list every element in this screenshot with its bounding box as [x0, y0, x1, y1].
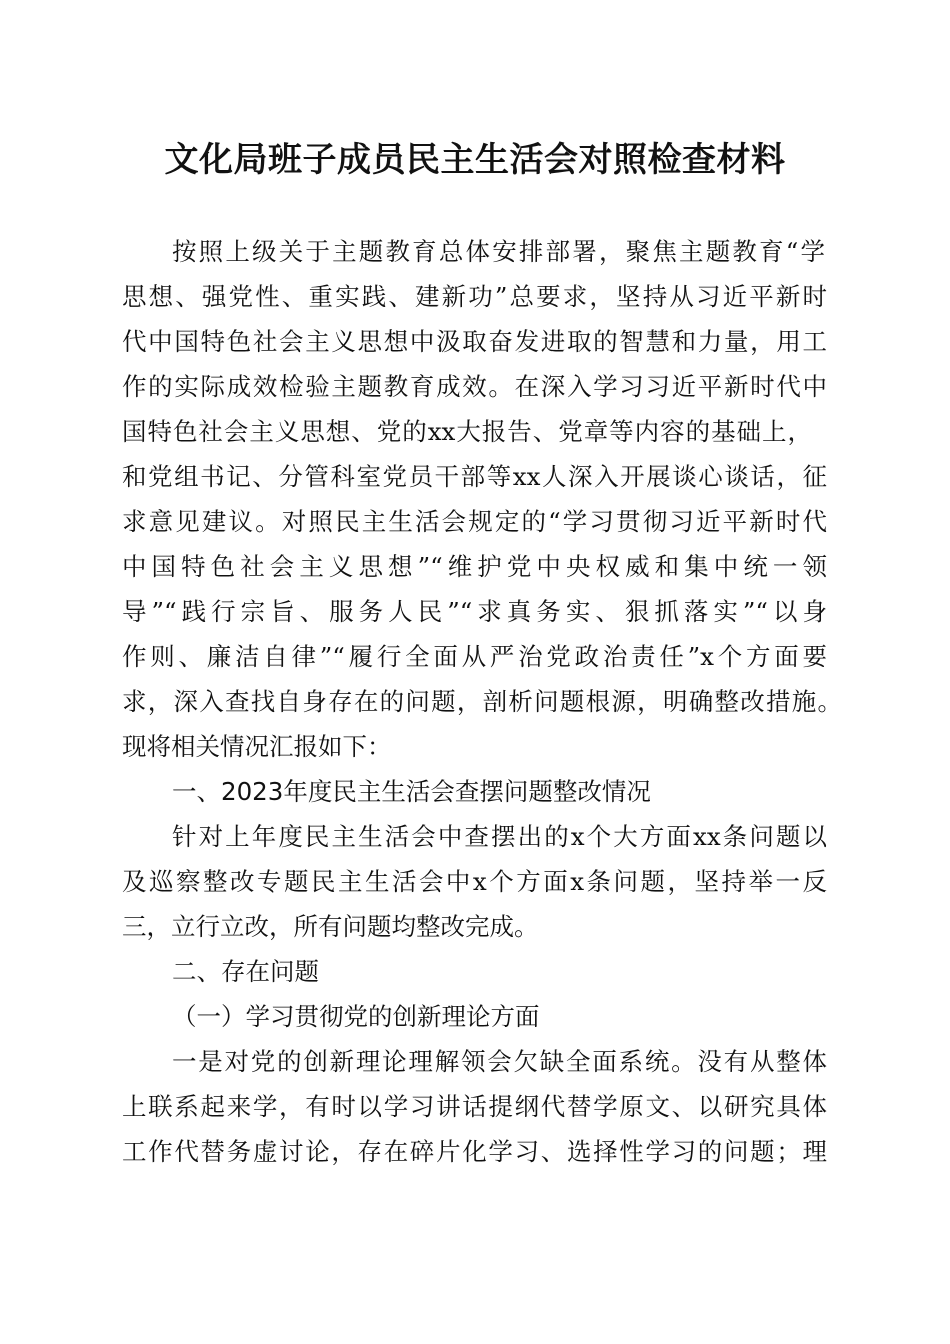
intro-line: 和党组书记、分管科室党员干部等xx人深入开展谈心谈话，征	[122, 462, 827, 491]
intro-line: 思想、强党性、重实践、建新功”总要求，坚持从习近平新时	[122, 282, 827, 311]
intro-line: 导”“践行宗旨、服务人民”“求真务实、狠抓落实”“以身	[122, 597, 827, 626]
section-1-line: 及巡察整改专题民主生活会中x个方面x条问题，坚持举一反	[122, 867, 827, 896]
section-2-heading: 二、存在问题	[172, 957, 319, 986]
section-1-heading: 一、2023年度民主生活会查摆问题整改情况	[172, 777, 651, 806]
intro-line: 代中国特色社会主义思想中汲取奋发进取的智慧和力量，用工	[122, 327, 827, 356]
intro-line: 求，深入查找自身存在的问题，剖析问题根源，明确整改措施。	[122, 687, 842, 716]
section-1-line: 三，立行立改，所有问题均整改完成。	[122, 912, 539, 941]
intro-line: 现将相关情况汇报如下：	[122, 732, 392, 761]
intro-line: 作的实际成效检验主题教育成效。在深入学习习近平新时代中	[122, 372, 827, 401]
section-2-line: 工作代替务虚讨论，存在碎片化学习、选择性学习的问题；理	[122, 1137, 827, 1166]
intro-line: 作则、廉洁自律”“履行全面从严治党政治责任”x个方面要	[122, 642, 827, 671]
intro-line: 求意见建议。对照民主生活会规定的“学习贯彻习近平新时代	[122, 507, 827, 536]
section-1-line: 针对上年度民主生活会中查摆出的x个大方面xx条问题以	[172, 822, 827, 851]
intro-line: 中国特色社会主义思想”“维护党中央权威和集中统一领	[122, 552, 827, 581]
intro-line: 国特色社会主义思想、党的xx大报告、党章等内容的基础上，	[122, 417, 812, 446]
document-title: 文化局班子成员民主生活会对照检查材料	[164, 140, 786, 180]
section-2-line: 一是对党的创新理论理解领会欠缺全面系统。没有从整体	[172, 1047, 827, 1076]
section-2-subheading: （一）学习贯彻党的创新理论方面	[172, 1002, 540, 1031]
intro-line: 按照上级关于主题教育总体安排部署，聚焦主题教育“学	[172, 237, 825, 266]
section-2-line: 上联系起来学，有时以学习讲话提纲代替学原文、以研究具体	[122, 1092, 827, 1121]
